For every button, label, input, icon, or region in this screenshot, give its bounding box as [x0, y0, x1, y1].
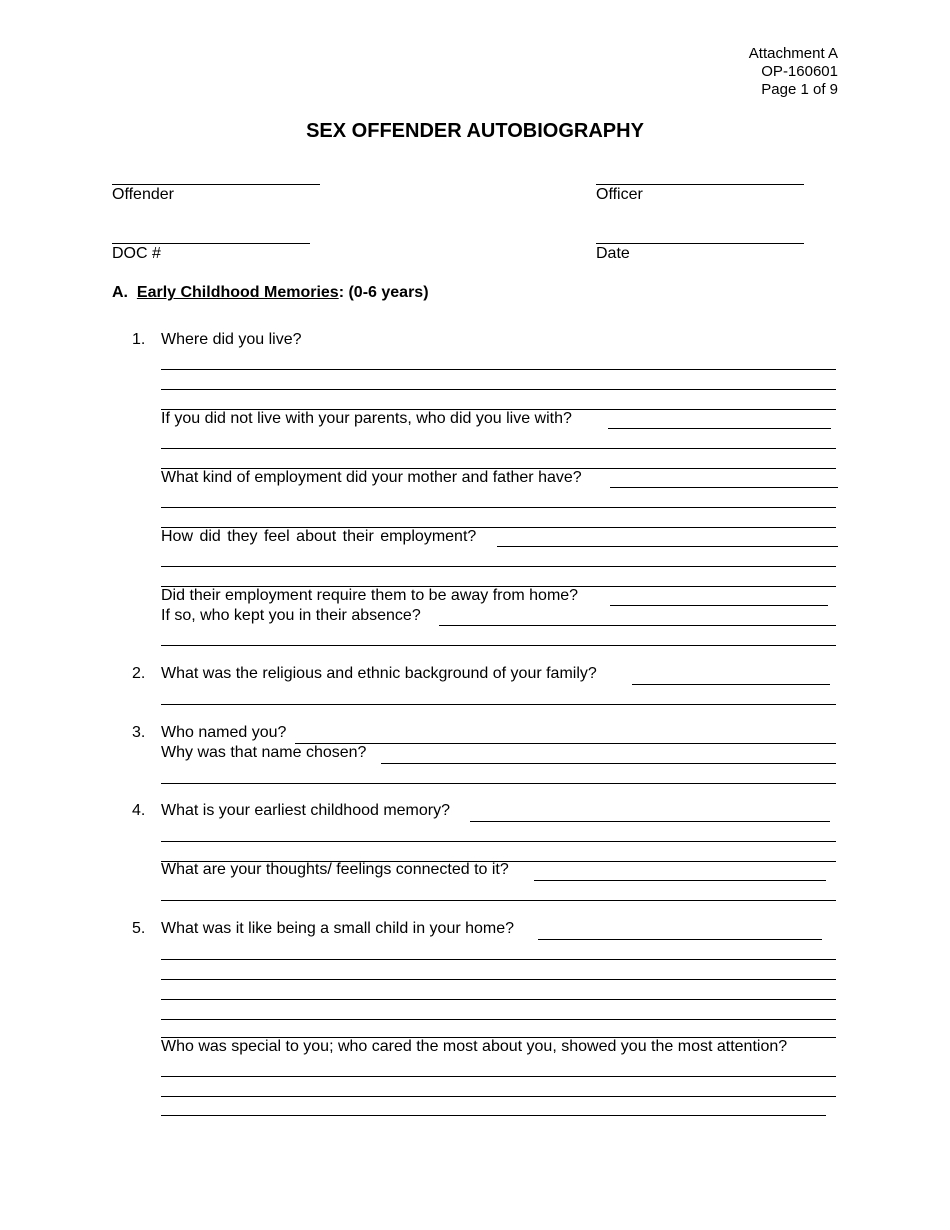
answer-line[interactable]	[439, 625, 836, 626]
question-2-number: 2.	[132, 665, 146, 682]
date-line[interactable]	[596, 243, 804, 244]
question-5a-text: Who was special to you; who cared the most about you, showed you the most attention?	[161, 1038, 788, 1055]
question-4-number: 4.	[132, 802, 146, 819]
question-4-text: What is your earliest childhood memory?	[161, 802, 451, 819]
page-title: SEX OFFENDER AUTOBIOGRAPHY	[306, 120, 644, 142]
answer-line[interactable]	[161, 645, 836, 646]
offender-line[interactable]	[112, 184, 320, 185]
question-1c-text: How did they feel about their employment?	[161, 528, 477, 545]
section-a-heading	[112, 284, 429, 302]
officer-line[interactable]	[596, 184, 804, 185]
offender-label: Offender	[112, 186, 174, 203]
answer-line[interactable]	[161, 959, 836, 960]
officer-label: Officer	[596, 186, 643, 203]
doc-number-label: DOC #	[112, 245, 161, 262]
answer-line[interactable]	[161, 704, 836, 705]
answer-line[interactable]	[161, 979, 836, 980]
section-a-title: Early Childhood Memories	[136, 284, 339, 301]
answer-line[interactable]	[295, 743, 836, 744]
answer-line[interactable]	[161, 389, 836, 390]
section-a-letter: A.	[112, 284, 128, 301]
question-3-text: Who named you?	[161, 724, 287, 741]
answer-line[interactable]	[610, 605, 828, 606]
question-3-number: 3.	[132, 724, 146, 741]
answer-line[interactable]	[161, 507, 836, 508]
answer-line[interactable]	[161, 900, 836, 901]
doc-number-line[interactable]	[112, 243, 310, 244]
question-3a-text: Why was that name chosen?	[161, 744, 367, 761]
question-1a-text: If you did not live with your parents, who did you live with?	[161, 410, 572, 427]
question-2-text: What was the religious and ethnic background of your family?	[161, 665, 597, 682]
document-number: OP-160601	[761, 63, 838, 80]
question-1-number: 1.	[132, 331, 146, 348]
answer-line[interactable]	[161, 783, 836, 784]
answer-line[interactable]	[161, 999, 836, 1000]
question-1-text: Where did you live?	[161, 331, 302, 348]
answer-line[interactable]	[538, 939, 822, 940]
attachment-label: Attachment A	[748, 45, 838, 62]
page-indicator: Page 1 of 9	[761, 81, 838, 98]
question-4a-text: What are your thoughts/ feelings connected to it?	[161, 861, 509, 878]
question-1d-text: Did their employment require them to be away from home?	[161, 587, 579, 604]
answer-line[interactable]	[161, 566, 836, 567]
answer-line[interactable]	[161, 1115, 826, 1116]
answer-line[interactable]	[161, 369, 836, 370]
answer-line[interactable]	[470, 821, 830, 822]
answer-line[interactable]	[161, 1096, 836, 1097]
answer-line[interactable]	[161, 1076, 836, 1077]
answer-line[interactable]	[161, 448, 836, 449]
answer-line[interactable]	[534, 880, 826, 881]
answer-line[interactable]	[610, 487, 838, 488]
section-a-suffix: : (0-6 years)	[338, 284, 429, 301]
answer-line[interactable]	[161, 1019, 836, 1020]
answer-line[interactable]	[632, 684, 830, 685]
answer-line[interactable]	[161, 841, 836, 842]
question-5-number: 5.	[132, 920, 146, 937]
question-1b-text: What kind of employment did your mother and father have?	[161, 469, 582, 486]
answer-line[interactable]	[497, 546, 838, 547]
date-label: Date	[596, 245, 630, 262]
question-1e-text: If so, who kept you in their absence?	[161, 607, 421, 624]
question-5-text: What was it like being a small child in your home?	[161, 920, 515, 937]
answer-line[interactable]	[381, 763, 836, 764]
answer-line[interactable]	[608, 428, 831, 429]
